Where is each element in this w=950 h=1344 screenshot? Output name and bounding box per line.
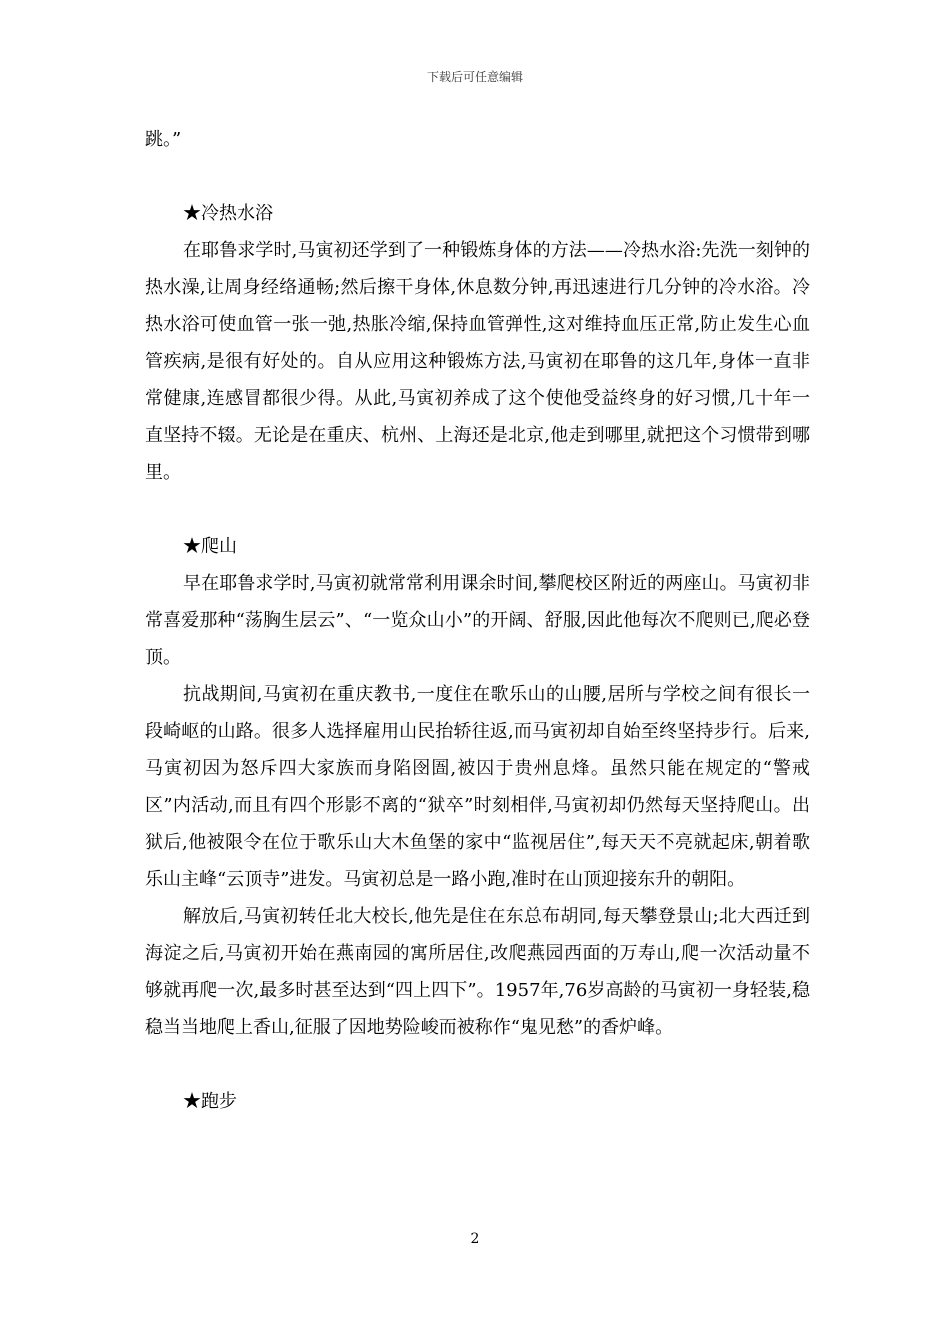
paragraph-climbing-3: 解放后,马寅初转任北大校长,他先是住在东总布胡同,每天攀登景山;北大西迁到海淀之后,马寅初开始在燕南园的寓所居住,改爬燕园西面的万寿山,爬一次活动量不够就再爬一次,最多时甚至达到“四上四下”。1957年,76岁高龄的马寅初一身轻装,稳稳当当地爬上香山,征服了因地势险峻而被称作“鬼见愁”的香炉峰。 — [145, 906, 810, 1038]
document-body — [145, 121, 810, 1120]
section-heading-running: ★跑步 — [183, 1091, 237, 1112]
section-heading-cold-hot-bath: ★冷热水浴 — [183, 203, 273, 224]
section-heading-climbing: ★爬山 — [183, 536, 237, 557]
spacer — [145, 158, 810, 195]
page-number: 2 — [470, 1231, 480, 1247]
paragraph-cold-hot-bath: 在耶鲁求学时,马寅初还学到了一种锻炼身体的方法——冷热水浴:先洗一刻钟的热水澡,让周身经络通畅;然后擦干身体,休息数分钟,再迅速进行几分钟的冷水浴。冷热水浴可使血管一张一弛,热胀冷缩,保持血管弹性,这对维持血压正常,防止发生心血管疾病,是很有好处的。自从应用这种锻炼方法,马寅初在耶鲁的这几年,身体一直非常健康,连感冒都很少得。从此,马寅初养成了这个使他受益终身的好习惯,几十年一直坚持不辍。无论是在重庆、杭州、上海还是北京,他走到哪里,就把这个习惯带到哪里。 — [145, 240, 810, 483]
spacer — [145, 491, 810, 528]
paragraph-continuation: 跳。” — [145, 129, 182, 150]
paragraph-climbing-2: 抗战期间,马寅初在重庆教书,一度住在歌乐山的山腰,居所与学校之间有很长一段崎岖的山路。很多人选择雇用山民抬轿往返,而马寅初却自始至终坚持步行。后来,马寅初因为怒斥四大家族而身陷囹圄,被囚于贵州息烽。虽然只能在规定的“警戒区”内活动,而且有四个形影不离的“狱卒”时刻相伴,马寅初却仍然每天坚持爬山。出狱后,他被限令在位于歌乐山大木鱼堡的家中“监视居住”,每天天不亮就起床,朝着歌乐山主峰“云顶寺”进发。马寅初总是一路小跑,准时在山顶迎接东升的朝阳。 — [145, 684, 810, 890]
paragraph-climbing-1: 早在耶鲁求学时,马寅初就常常利用课余时间,攀爬校区附近的两座山。马寅初非常喜爱那种“荡胸生层云”、“一览众山小”的开阔、舒服,因此他每次不爬则已,爬必登顶。 — [145, 573, 810, 668]
spacer — [145, 1046, 810, 1083]
page-header: 下载后可任意编辑 — [426, 70, 523, 84]
